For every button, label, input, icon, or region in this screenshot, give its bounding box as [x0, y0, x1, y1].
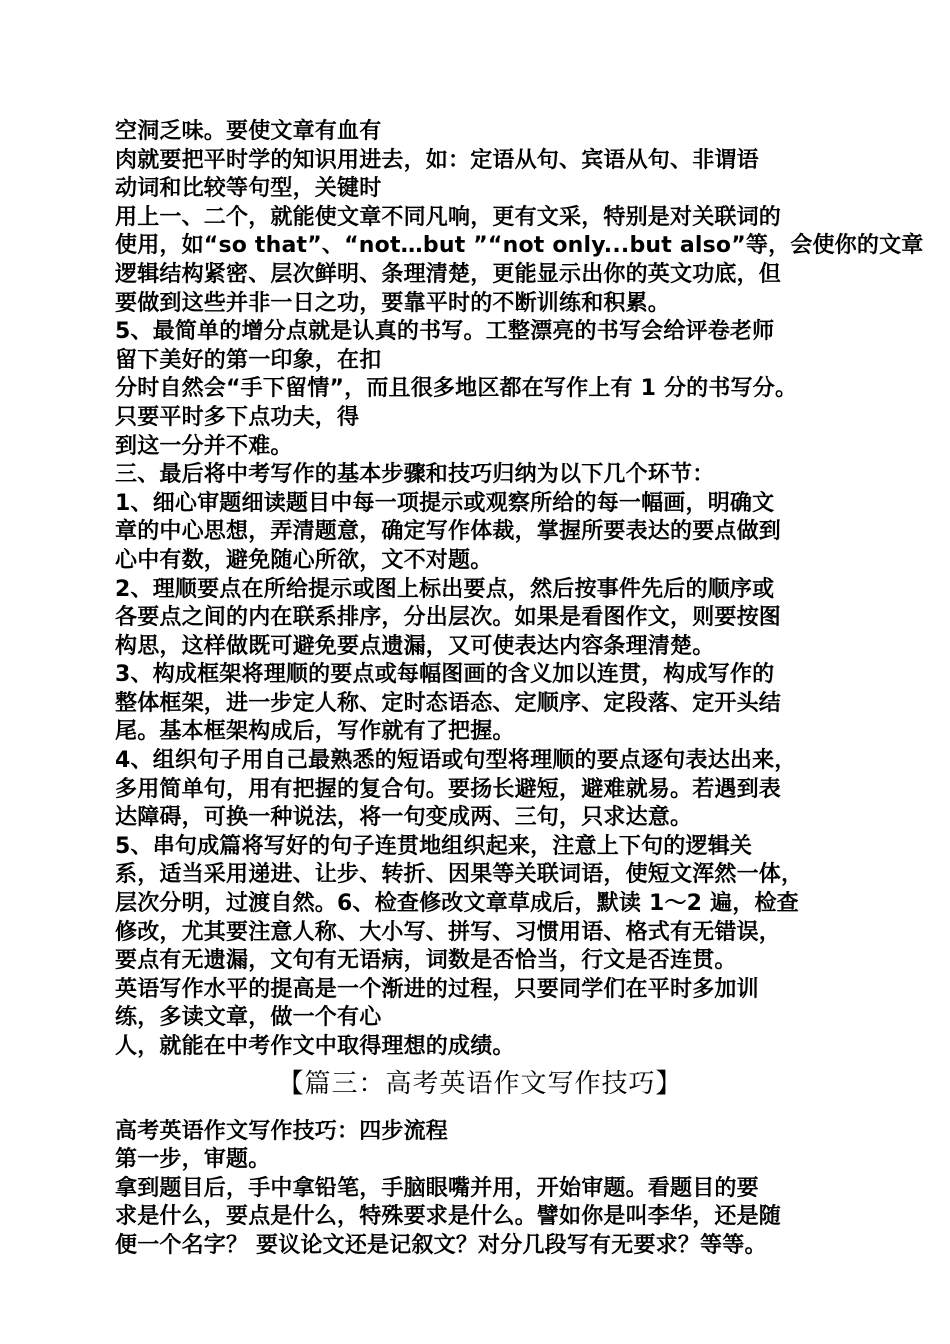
text-line: 1、细心审题细读题目中每一项提示或观察所给的每一幅画，明确文	[115, 490, 775, 516]
text-line: 人，就能在中考作文中取得理想的成绩。	[115, 1034, 515, 1059]
text-line: 求是什么，要点是什么，特殊要求是什么。譬如你是叫李华，还是随	[115, 1204, 782, 1230]
text-line: 5、最简单的增分点就是认真的书写。工整漂亮的书写会给评卷老师	[115, 319, 775, 345]
text-line: 修改，尤其要注意人称、大小写、拼写、习惯用语、格式有无错误，	[115, 919, 782, 945]
text-line: 使用，如“so that”、“not…but ”“not only...but also”等，会使你的文章	[115, 233, 924, 259]
text-line: 4、组织句子用自己最熟悉的短语或句型将理顺的要点逐句表达出来，	[115, 748, 797, 774]
text-line: 分时自然会“手下留情”，而且很多地区都在写作上有 1 分的书写分。	[115, 376, 798, 402]
text-line: 第一步，审题。	[115, 1147, 271, 1173]
text-line: 便一个名字？ 要议论文还是记叙文？对分几段写有无要求？等等。	[115, 1232, 767, 1258]
text-line: 整体框架，进一步定人称、定时态语态、定顺序、定段落、定开头结	[115, 690, 782, 716]
text-line: 各要点之间的内在联系排序，分出层次。如果是看图作文，则要按图	[115, 605, 782, 631]
text-line: 要做到这些并非一日之功，要靠平时的不断训练和积累。	[115, 290, 671, 316]
text-line: 高考英语作文写作技巧：四步流程	[115, 1118, 449, 1144]
text-line: 3、构成框架将理顺的要点或每幅图画的含义加以连贯，构成写作的	[115, 662, 775, 688]
text-line: 空洞乏味。要使文章有血有	[115, 119, 382, 144]
text-line: 练，多读文章，做一个有心	[115, 1005, 382, 1031]
text-line: 构思，这样做既可避免要点遗漏，又可使表达内容条理清楚。	[115, 633, 715, 659]
text-line: 英语写作水平的提高是一个渐进的过程，只要同学们在平时多加训	[115, 976, 759, 1002]
text-line: 达障碍，可换一种说法，将一句变成两、三句，只求达意。	[115, 805, 693, 831]
text-line: 用上一、二个，就能使文章不同凡响，更有文采，特别是对关联词的	[115, 204, 782, 230]
text-line: 章的中心思想，弄清题意，确定写作体裁，掌握所要表达的要点做到	[115, 519, 782, 545]
text-line: 到这一分并不难。	[115, 433, 293, 459]
text-line: 只要平时多下点功夫，得	[115, 404, 360, 430]
text-line: 三、最后将中考写作的基本步骤和技巧归纳为以下几个环节：	[115, 462, 715, 488]
document-body	[115, 118, 924, 1261]
text-line: 动词和比较等句型，关键时	[115, 176, 382, 202]
text-line: 拿到题目后，手中拿铅笔，手脑眼嘴并用，开始审题。看题目的要	[115, 1175, 759, 1201]
text-line: 逻辑结构紧密、层次鲜明、条理清楚，更能显示出你的英文功底，但	[115, 261, 782, 287]
section-heading: 【篇三：高考英语作文写作技巧】	[277, 1068, 683, 1099]
text-line: 系，适当采用递进、让步、转折、因果等关联词语，使短文浑然一体，	[115, 862, 804, 888]
text-line: 多用简单句，用有把握的复合句。要扬长避短，避难就易。若遇到表	[115, 776, 782, 802]
text-line: 肉就要把平时学的知识用进去，如：定语从句、宾语从句、非谓语	[115, 147, 759, 173]
text-line: 层次分明，过渡自然。6、检查修改文章草成后，默读 1～2 遍，检查	[115, 891, 799, 917]
text-line: 2、理顺要点在所给提示或图上标出要点，然后按事件先后的顺序或	[115, 576, 775, 602]
text-line: 尾。基本框架构成后，写作就有了把握。	[115, 719, 515, 745]
text-line: 5、串句成篇将写好的句子连贯地组织起来，注意上下句的逻辑关	[115, 833, 753, 859]
text-line: 要点有无遗漏，文句有无语病，词数是否恰当，行文是否连贯。	[115, 948, 737, 974]
text-line: 心中有数，避免随心所欲，文不对题。	[115, 547, 493, 573]
text-line: 留下美好的第一印象，在扣	[115, 347, 382, 373]
